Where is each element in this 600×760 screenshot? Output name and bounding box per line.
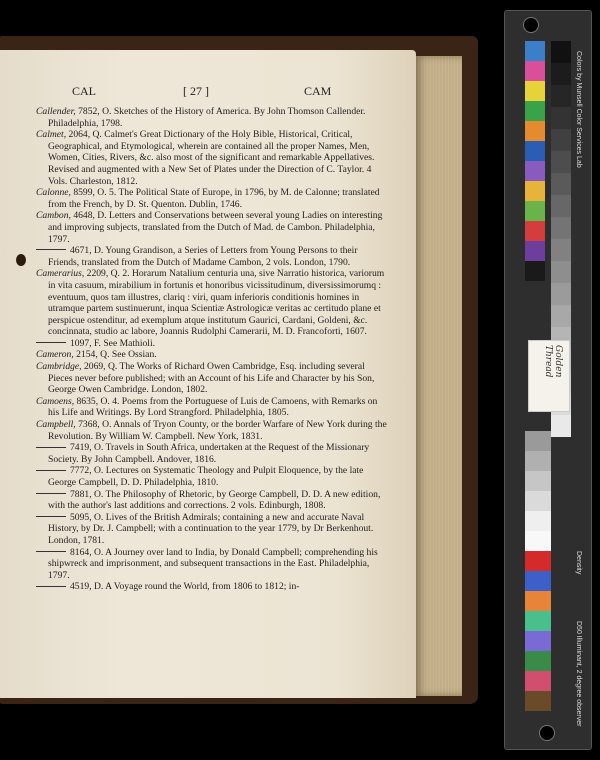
entry-text: 7852, O. Sketches of the History of America. By John Thomson Callender. Philadelphia, 1798. [48,106,366,129]
color-patches-top [525,41,545,281]
gray-patch [525,431,551,451]
ditto-dash [36,342,66,343]
entry-text: 2069, Q. The Works of Richard Owen Cambridge, Esq. including several Pieces never before published; with an Account of his Life and Character by his Son, George Owen Cambridge. London, 1802. [48,361,375,396]
entry-keyword: Cambon, [36,210,71,222]
entry-keyword: Calmet, [36,129,67,141]
page-hole [16,254,26,266]
color-patch [525,591,551,611]
color-patch [525,551,551,571]
catalog-entry [36,129,388,187]
color-patch [525,671,551,691]
ditto-dash [36,551,66,552]
color-patch [525,101,545,121]
entry-text: 4519, D. A Voyage round the World, from 1806 to 1812; in- [70,581,300,593]
catalog-entry [36,489,388,512]
entry-keyword: Campbell, [36,419,76,431]
density-label: Density [575,551,582,575]
entry-text: 2209, Q. 2. Horarum Natalium centuria una, sive Narratio historica, variorum in vita casuum, mirabilium in fortunis et honoribus vicissitudinum, diversissimorumq : eventuum, quos tam illustres, clariq : viri, quam inferioris conditionis homines in utramque partem sustinuerunt, inqua Scientiæ Astrologicæ veritas ac certitudo plane et perspicue ostenditur, ad exemplum atque institutum Gaurici, Cardani, Goldeni, &c. concinnata, studio ac labore, Joannis Rudolphi Camerarii, M. D. Francoforti, 1607. [48,268,385,338]
color-patch [525,631,551,651]
catalog-entry [36,512,388,547]
golden-thread-card [528,340,570,412]
header-right: CAM [304,84,332,98]
gray-patch [551,195,571,217]
gray-scale-lower [525,431,551,551]
color-patch [525,241,545,261]
gray-patch [551,239,571,261]
gray-patch [551,261,571,283]
color-patch [525,611,551,631]
gray-patch [551,107,571,129]
gray-patch [525,511,551,531]
ditto-dash [36,470,66,471]
gray-patch [551,283,571,305]
catalog-entry [36,547,388,582]
entry-text: 5095, O. Lives of the British Admirals; containing a new and accurate Naval History, by Dr. J. Campbell; with a continuation to the year 1779, by Dr Berkenhout. London, 1781. [48,511,374,546]
entry-text: 8635, O. 4. Poems from the Portuguese of Luis de Camoens, with Remarks on his Life and Writings. By Lord Strangford. Philadelphia, 1805. [48,395,378,419]
gray-patch [551,85,571,107]
entry-keyword: Callender, [36,106,76,117]
catalog-entry [36,419,388,442]
catalog-entry [36,349,388,361]
color-patch [525,141,545,161]
gray-patch [525,471,551,491]
gray-patch [551,129,571,151]
illuminant-label: D50 Illuminant, 2 degree observer [575,621,582,727]
catalog-entry [36,106,388,129]
target-side-label: Colors by Munsell Color Services Lab [575,51,582,168]
running-header [0,84,416,104]
entry-text: 8164, O. A Journey over land to India, by Donald Campbell; comprehending his shipwreck and imprisonment, and subsequent transactions in the East. Philadelphia, 1797. [48,546,378,581]
catalog-entry [36,210,388,245]
entry-text: 2154, Q. See Ossian. [73,349,157,361]
target-hole-bottom [539,725,555,741]
ditto-dash [36,586,66,587]
gray-patch [551,415,571,437]
entry-text: 7881, O. The Philosophy of Rhetoric, by George Campbell, D. D. A new edition, with the author's last additions and corrections. 2 vols. Edinburgh, 1808. [48,488,381,512]
gray-patch [525,531,551,551]
color-patch [525,571,551,591]
gray-patch [525,491,551,511]
gray-patch [551,41,571,63]
entry-keyword: Camerarius, [36,268,85,280]
color-patch [525,261,545,281]
catalog-entry [36,187,388,210]
page-number: [ 27 ] [183,84,209,98]
catalog-entry [36,268,388,338]
ditto-dash [36,447,66,448]
color-patch [525,181,545,201]
book-page [0,50,416,698]
page-edges [414,56,462,696]
ditto-dash [36,249,66,250]
gray-patch [551,217,571,239]
entry-text: 8599, O. 5. The Political State of Europe, in 1796, by M. de Calonne; translated from the French, by D. St. Quenton. Dublin, 1746. [48,187,380,210]
catalog-entry [36,361,388,396]
entry-text: 7368, O. Annals of Tryon County, or the border Warfare of New York during the Revolution. By William W. Campbell. New York, 1831. [48,419,387,442]
target-hole-top [523,17,539,33]
entry-text: 2064, Q. Calmet's Great Dictionary of the Holy Bible, Historical, Critical, Geographical, and Etymological, wherein are contained all the proper Names, Men, Women, Cities, Rivers, &c. also most of the significant and remarkable Appellatives. Revised and augmented with a New Set of Plates under the Direction of C. Taylor. 4 Vols. Charleston, 1812. [48,129,375,187]
ditto-dash [36,493,66,494]
gray-patch [551,63,571,85]
gray-patch [525,451,551,471]
color-patch [525,161,545,181]
color-patches-lower [525,551,551,711]
gray-patch [551,173,571,195]
entry-keyword: Camoens, [36,395,75,407]
color-patch [525,41,545,61]
entry-keyword: Cameron, [36,349,74,361]
entry-keyword: Calonne, [36,187,71,199]
color-patch [525,81,545,101]
color-patch [525,691,551,711]
header-left: CAL [72,84,96,98]
color-patch [525,221,545,241]
catalog-entry [36,442,388,465]
entry-text: 4648, D. Letters and Conservations between several young Ladies on interesting and improving subjects, translated from the Dutch of Mad. de Cambon. Philadelphia, 1797. [48,210,383,245]
catalog-entries [36,106,388,593]
catalog-entry [36,465,388,488]
golden-thread-label: Golden Thread [543,345,563,378]
color-patch [525,651,551,671]
catalog-entry [36,396,388,419]
entry-text: 1097, F. See Mathioli. [70,337,156,349]
ditto-dash [36,516,66,517]
gray-patch [551,151,571,173]
entry-keyword: Cambridge, [36,361,82,373]
color-patch [525,61,545,81]
color-patch [525,201,545,221]
entry-text: 7419, O. Travels in South Africa, undertaken at the Request of the Missionary Society. By John Campbell. Andover, 1816. [48,442,370,465]
entry-text: 7772, O. Lectures on Systematic Theology and Pulpit Eloquence, by the late George Campbell, D. D. Philadelphia, 1810. [48,465,364,488]
gray-patch [551,305,571,327]
color-patch [525,121,545,141]
catalog-entry [36,245,388,268]
catalog-entry [36,338,388,350]
catalog-entry [36,581,388,593]
entry-text: 4671, D. Young Grandison, a Series of Letters from Young Persons to their Friends, translated from the Dutch of Madame Cambon, 2 vols. London, 1790. [48,245,358,268]
